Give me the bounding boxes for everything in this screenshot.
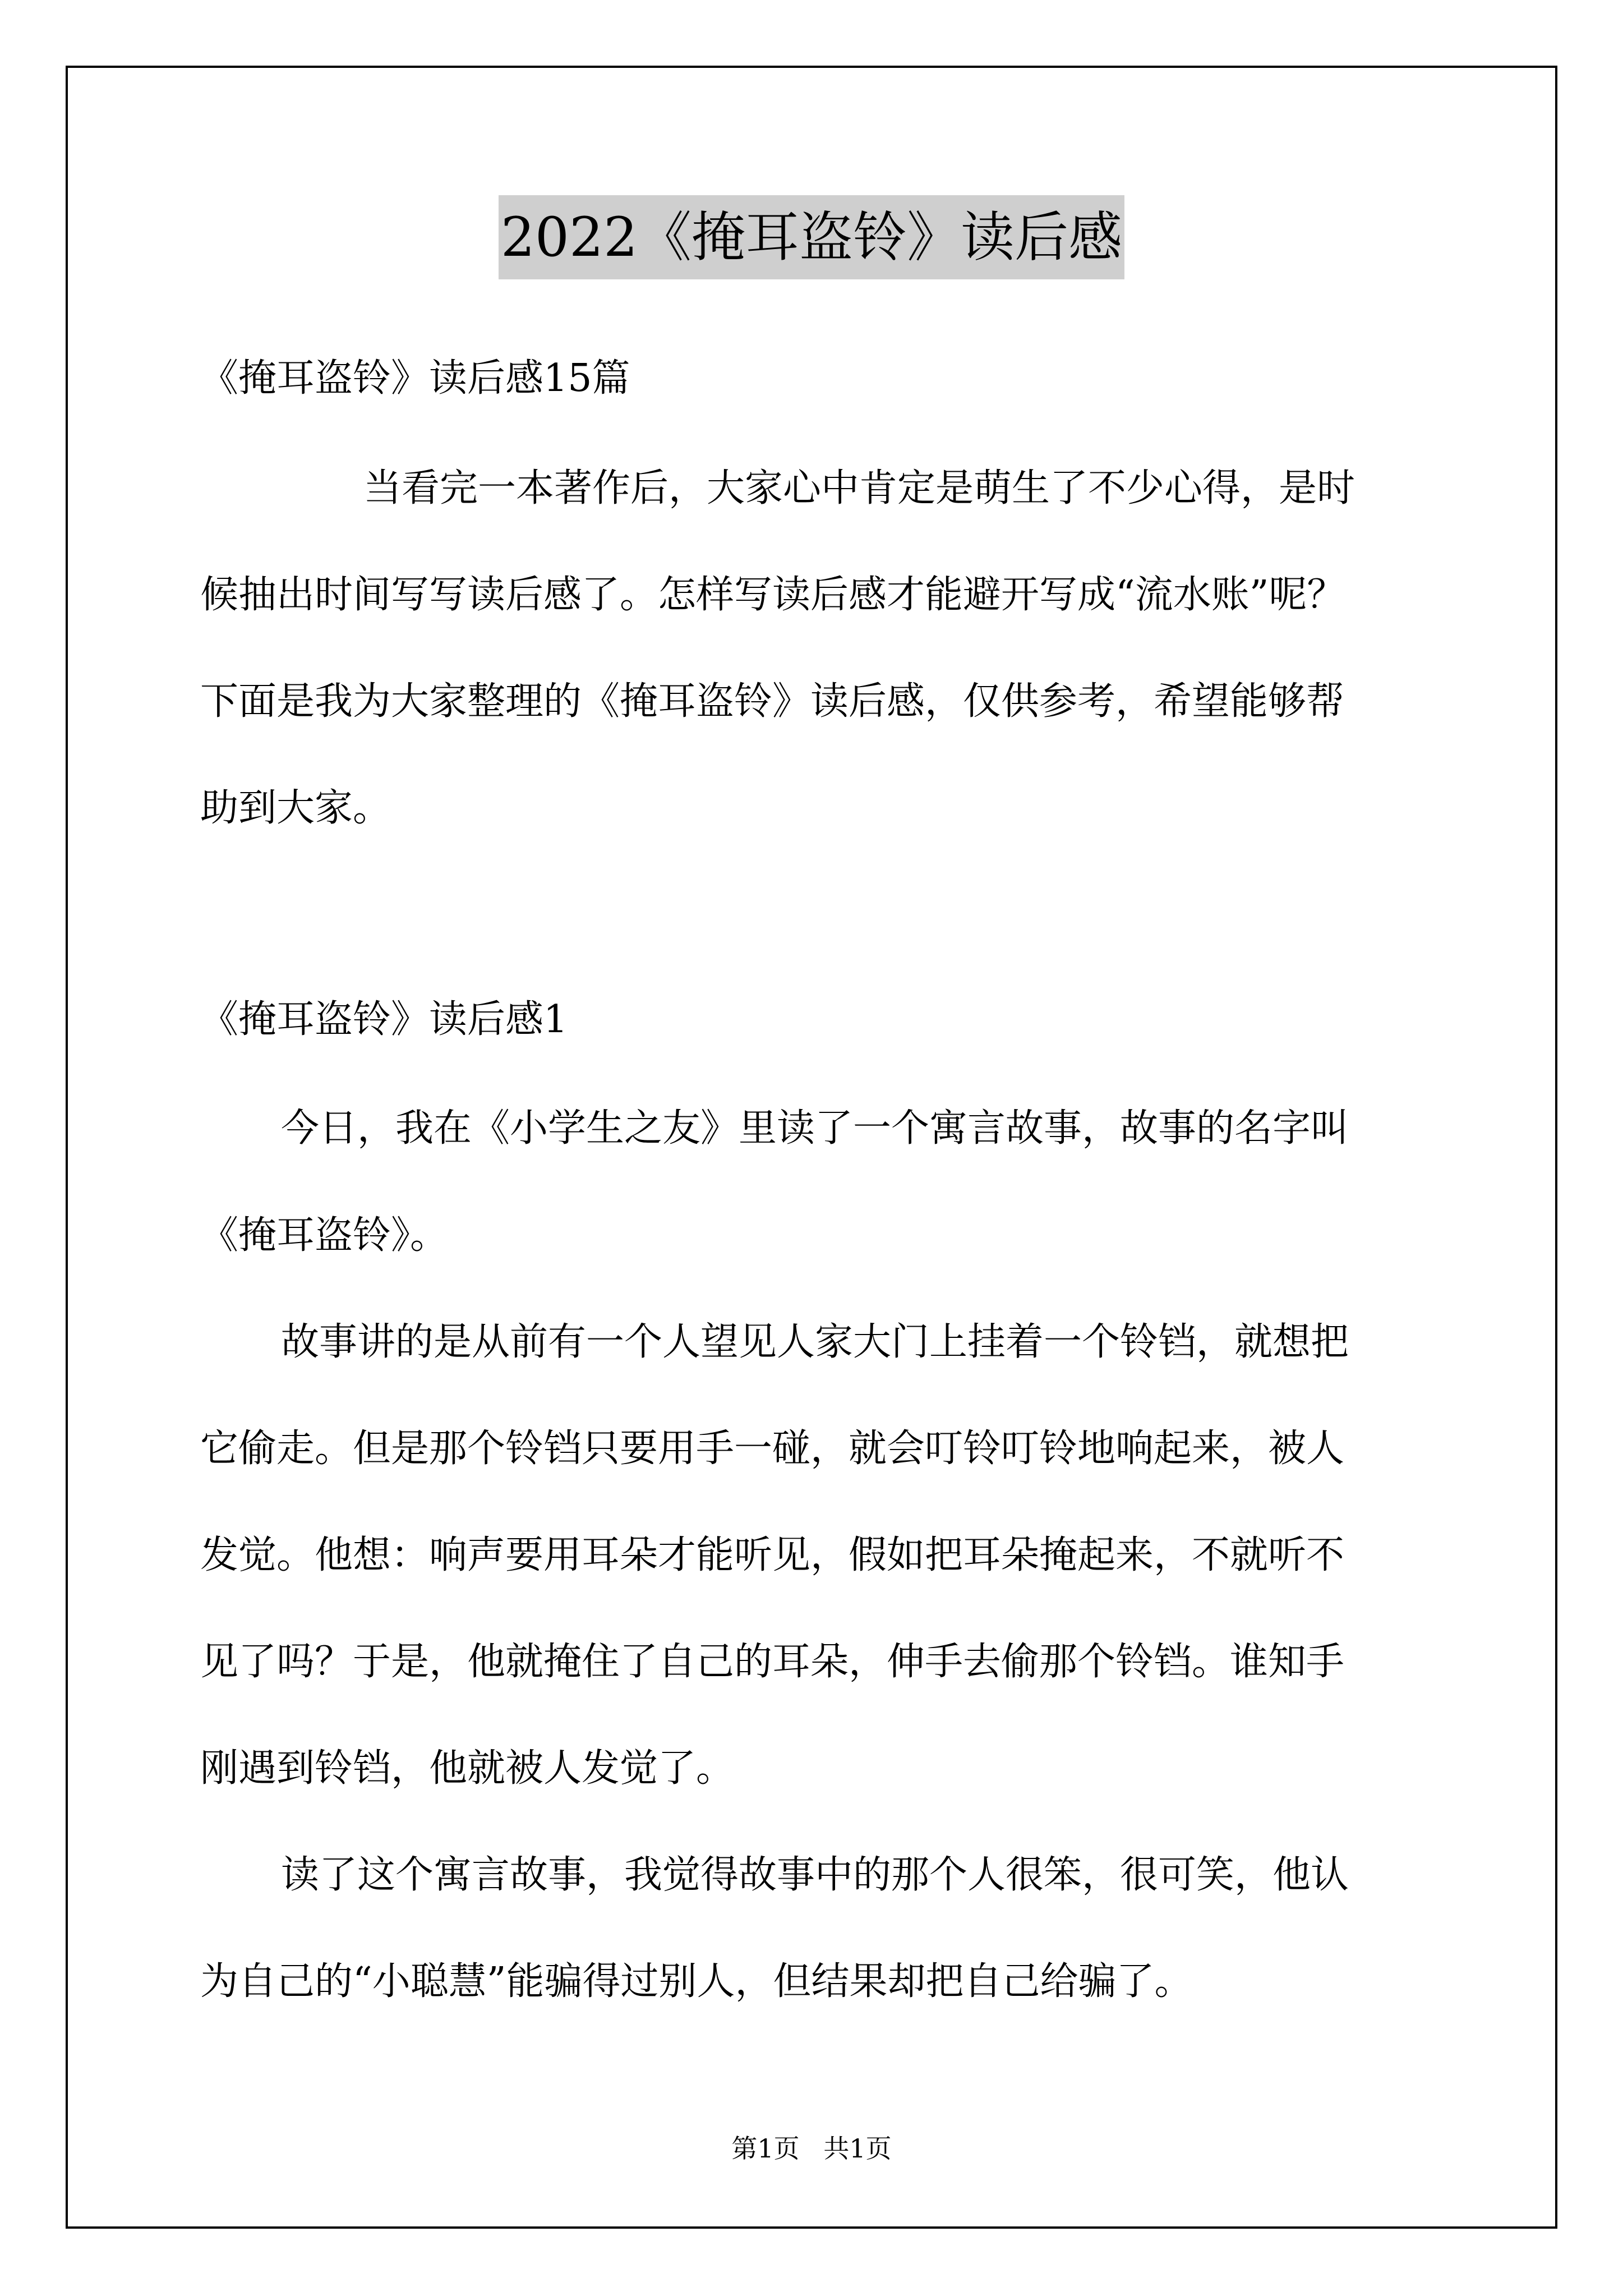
subtitle-line: 《掩耳盗铃》读后感15篇 (200, 356, 630, 401)
page-number: 第1页 (731, 2133, 800, 2164)
paragraph-3-line-2: 为自己的“小聪慧”能骗得过别人，但结果却把自己给骗了。 (200, 1959, 1193, 2004)
intro-line-1: 当看完一本著作后，大家心中肯定是萌生了不少心得，是时 (363, 466, 1355, 510)
paragraph-2-line-4: 见了吗？于是，他就掩住了自己的耳朵，伸手去偷那个铃铛。谁知手 (200, 1640, 1345, 1684)
paragraph-3-line-1: 读了这个寓言故事，我觉得故事中的那个人很笨，很可笑，他认 (281, 1853, 1349, 1897)
paragraph-2-line-3: 发觉。他想：响声要用耳朵才能听见，假如把耳朵掩起来，不就听不 (200, 1533, 1345, 1577)
title-wrapper (0, 195, 1623, 279)
paragraph-1-line-2: 《掩耳盗铃》。 (200, 1213, 449, 1258)
paragraph-2-line-2: 它偷走。但是那个铃铛只要用手一碰，就会叮铃叮铃地响起来，被人 (200, 1427, 1345, 1471)
intro-line-4: 助到大家。 (200, 786, 391, 830)
paragraph-2-line-5: 刚遇到铃铛，他就被人发觉了。 (200, 1746, 735, 1791)
page-footer (0, 2129, 1623, 2168)
paragraph-1-line-1: 今日，我在《小学生之友》里读了一个寓言故事，故事的名字叫 (281, 1106, 1349, 1151)
document-title: 2022《掩耳盗铃》读后感 (499, 195, 1124, 279)
section-heading: 《掩耳盗铃》读后感1 (200, 997, 568, 1042)
intro-line-2: 候抽出时间写写读后感了。怎样写读后感才能避开写成“流水账”呢？ (200, 573, 1345, 617)
intro-line-3: 下面是我为大家整理的《掩耳盗铃》读后感，仅供参考，希望能够帮 (200, 679, 1345, 724)
page-total: 共1页 (823, 2133, 892, 2164)
paragraph-2-line-1: 故事讲的是从前有一个人望见人家大门上挂着一个铃铛，就想把 (281, 1320, 1349, 1364)
